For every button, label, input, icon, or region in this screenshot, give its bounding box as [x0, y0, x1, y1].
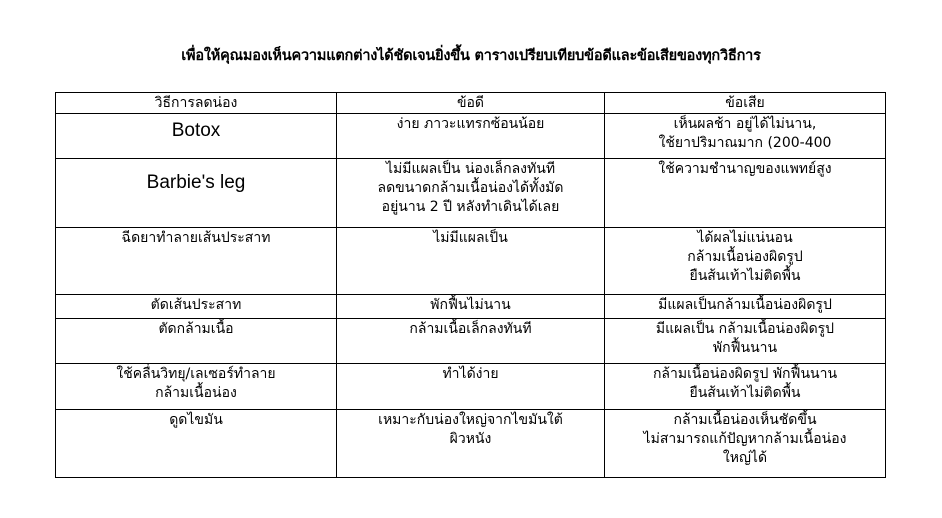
cons-text: ใช้ยาปริมาณมาก (200-400	[658, 135, 832, 151]
method-name: ใช้คลื่นวิทยุ/เลเซอร์ทำลาย	[116, 366, 276, 382]
page-title: เพื่อให้คุณมองเห็นความแตกต่างได้ชัดเจนยิ่งขึ้น ตารางเปรียบเทียบข้อดีและข้อเสียของทุกวิธีการ	[181, 48, 761, 64]
cons-text: ใหญ่ได้	[722, 450, 768, 466]
pros-text: ผิวหนัง	[449, 431, 492, 447]
method-name: Botox	[171, 120, 221, 141]
table-header-row	[56, 93, 886, 114]
pros-cell	[337, 228, 605, 295]
method-cell	[56, 364, 337, 410]
pros-text: ทำได้ง่าย	[442, 366, 499, 382]
pros-text: ไม่มีแผลเป็น	[433, 230, 508, 246]
table-row	[56, 114, 886, 159]
table-row	[56, 228, 886, 295]
table-row	[56, 295, 886, 319]
comparison-table	[55, 92, 886, 478]
table-row	[56, 159, 886, 228]
method-name: กล้ามเนื้อน่อง	[155, 385, 237, 401]
cons-cell	[605, 114, 886, 159]
cons-text: มีแผลเป็นกล้ามเนื้อน่องผิดรูป	[658, 297, 832, 313]
cons-text: มีแผลเป็น กล้ามเนื้อน่องผิดรูป	[655, 321, 835, 337]
pros-text: กล้ามเนื้อเล็กลงทันที	[409, 321, 532, 337]
cons-text: ไม่สามารถแก้ปัญหากล้ามเนื้อน่อง	[643, 431, 847, 447]
pros-cell	[337, 319, 605, 364]
cons-text: ได้ผลไม่แน่นอน	[697, 230, 793, 246]
method-name: Barbie's leg	[146, 172, 246, 193]
cons-text: พักฟื้นนาน	[712, 340, 778, 356]
pros-cell	[337, 159, 605, 228]
pros-text: ง่าย ภาวะแทรกซ้อนน้อย	[396, 116, 545, 132]
cons-cell	[605, 228, 886, 295]
pros-cell	[337, 364, 605, 410]
column-header-cons: ข้อเสีย	[605, 93, 886, 114]
pros-cell	[337, 114, 605, 159]
cons-cell	[605, 319, 886, 364]
pros-cell	[337, 410, 605, 478]
pros-text: ไม่มีแผลเป็น น่องเล็กลงทันที	[385, 161, 556, 177]
cons-text: ยืนส้นเท้าไม่ติดพื้น	[689, 385, 801, 401]
pros-text: อยู่นาน 2 ปี หลังทำเดินได้เลย	[381, 199, 560, 215]
pros-text: เหมาะกับน่องใหญ่จากไขมันใต้	[378, 412, 563, 428]
table-row	[56, 364, 886, 410]
method-cell	[56, 319, 337, 364]
method-cell	[56, 295, 337, 319]
cons-cell	[605, 159, 886, 228]
cons-cell	[605, 364, 886, 410]
method-name: ตัดกล้ามเนื้อ	[158, 321, 234, 337]
method-name: ดูดไขมัน	[169, 412, 223, 428]
cons-text: กล้ามเนื้อน่องผิดรูป	[687, 249, 803, 265]
cons-text: กล้ามเนื้อน่องเห็นชัดขึ้น	[673, 412, 817, 428]
method-cell	[56, 114, 337, 159]
method-name: ฉีดยาทำลายเส้นประสาท	[121, 230, 271, 246]
column-header-method: วิธีการลดน่อง	[56, 93, 337, 114]
column-header-pros: ข้อดี	[337, 93, 605, 114]
pros-text: ลดขนาดกล้ามเนื้อน่องได้ทั้งมัด	[377, 180, 564, 196]
method-cell	[56, 159, 337, 228]
cons-text: ใช้ความชำนาญของแพทย์สูง	[658, 161, 832, 177]
pros-cell	[337, 295, 605, 319]
cons-text: ยืนส้นเท้าไม่ติดพื้น	[689, 268, 801, 284]
cons-text: เห็นผลช้า อยู่ได้ไม่นาน,	[673, 116, 817, 132]
table-row	[56, 319, 886, 364]
table-row	[56, 410, 886, 478]
cons-cell	[605, 410, 886, 478]
method-cell	[56, 410, 337, 478]
cons-text: กล้ามเนื้อน่องผิดรูป พักฟื้นนาน	[652, 366, 838, 382]
method-name: ตัดเส้นประสาท	[150, 297, 242, 313]
pros-text: พักฟื้นไม่นาน	[430, 297, 511, 313]
method-cell	[56, 228, 337, 295]
cons-cell	[605, 295, 886, 319]
